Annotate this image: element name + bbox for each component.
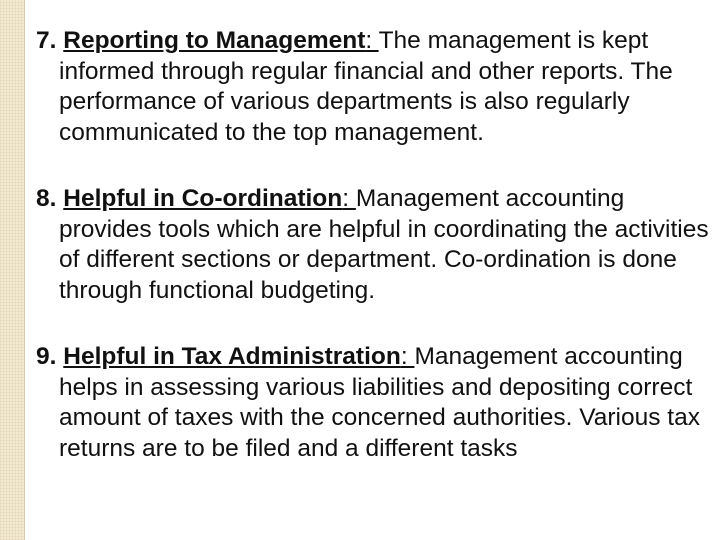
point-number: 7. xyxy=(36,27,57,54)
point-7 xyxy=(36,26,716,148)
decorative-side-band xyxy=(0,0,25,540)
heading-separator: : xyxy=(400,343,415,370)
point-number: 9. xyxy=(36,343,57,370)
point-body: Management accounting provides tools which are helpful in coordinating the activities of different sections or department. Co-ordination is done through functional budgeting. xyxy=(59,185,709,304)
point-number: 8. xyxy=(36,185,57,212)
point-heading: Helpful in Co-ordination xyxy=(63,185,343,212)
slide-content xyxy=(36,26,716,500)
point-heading: Reporting to Management xyxy=(63,27,366,54)
point-body: The management is kept informed through regular financial and other reports. The performance of various departments is also regularly communicated to the top management. xyxy=(59,27,673,146)
point-body: Management accounting helps in assessing various liabilities and depositing correct amount of taxes with the concerned authorities. Various tax returns are to be filed and a different tasks xyxy=(59,343,700,462)
point-9 xyxy=(36,342,716,464)
heading-separator: : xyxy=(365,27,379,54)
point-8 xyxy=(36,184,716,306)
heading-separator: : xyxy=(342,185,356,212)
point-heading: Helpful in Tax Administration xyxy=(63,343,401,370)
